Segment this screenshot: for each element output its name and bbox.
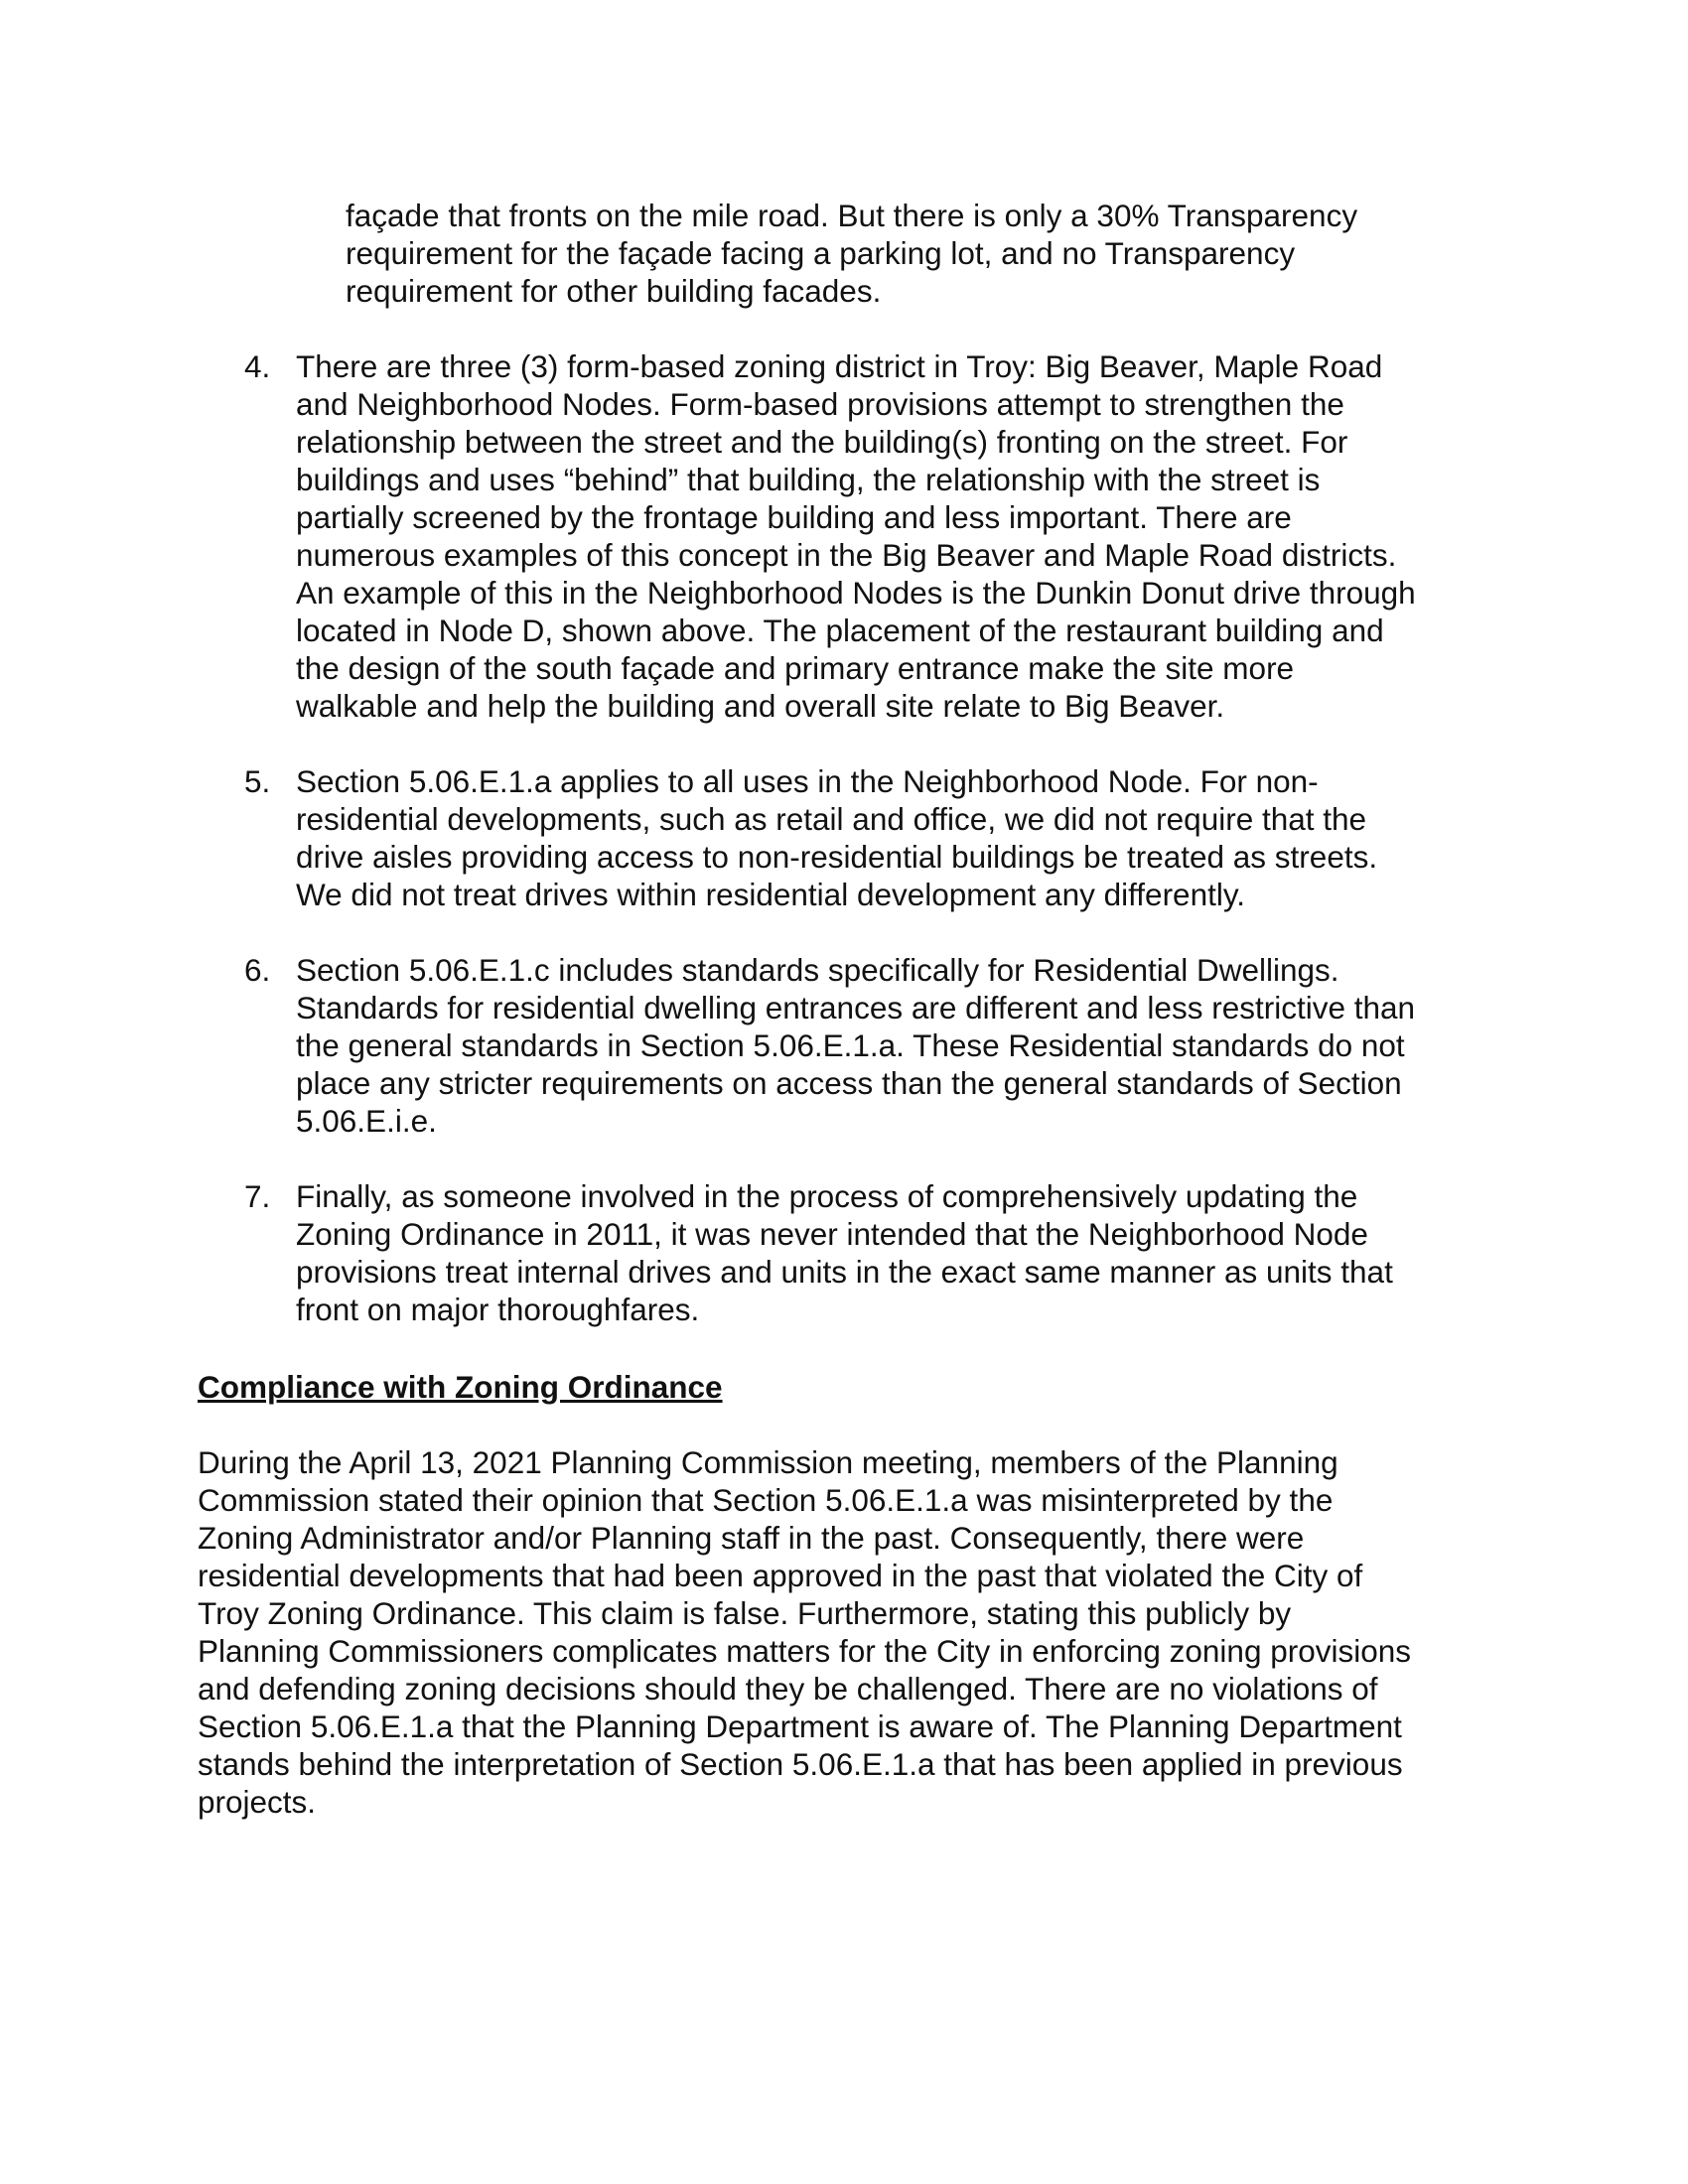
- text-line: Section 5.06.E.1.c includes standards specifically for Residential Dwellings.: [296, 952, 1339, 988]
- list-item-number: 7.: [244, 1178, 271, 1214]
- text-line: numerous examples of this concept in the Big Beaver and Maple Road districts.: [296, 537, 1397, 573]
- text-line: Finally, as someone involved in the process of comprehensively updating the: [296, 1178, 1358, 1214]
- text-line: stands behind the interpretation of Section 5.06.E.1.a that has been applied in previous: [198, 1746, 1403, 1782]
- text-line: façade that fronts on the mile road. But there is only a 30% Transparency: [346, 198, 1358, 233]
- text-line: located in Node D, shown above. The placement of the restaurant building and: [296, 613, 1384, 648]
- text-line: residential developments that had been approved in the past that violated the City of: [198, 1558, 1363, 1593]
- text-line: Troy Zoning Ordinance. This claim is false. Furthermore, stating this publicly by: [198, 1595, 1292, 1631]
- text-line: walkable and help the building and overall site relate to Big Beaver.: [296, 688, 1225, 724]
- list-item-number: 5.: [244, 763, 271, 799]
- text-line: Standards for residential dwelling entrances are different and less restrictive than: [296, 990, 1416, 1025]
- text-line: partially screened by the frontage building and less important. There are: [296, 499, 1292, 535]
- text-line: projects.: [198, 1784, 317, 1820]
- text-line: residential developments, such as retail and office, we did not require that the: [296, 801, 1367, 837]
- text-line: relationship between the street and the building(s) fronting on the street. For: [296, 424, 1348, 460]
- text-line: front on major thoroughfares.: [296, 1292, 700, 1327]
- section-heading: Compliance with Zoning Ordinance: [198, 1369, 723, 1405]
- text-line: drive aisles providing access to non-residential buildings be treated as streets.: [296, 839, 1378, 875]
- text-line: and Neighborhood Nodes. Form-based provisions attempt to strengthen the: [296, 386, 1344, 422]
- text-line: There are three (3) form-based zoning district in Troy: Big Beaver, Maple Road: [296, 348, 1383, 384]
- text-line: provisions treat internal drives and units in the exact same manner as units that: [296, 1254, 1393, 1290]
- text-line: Zoning Ordinance in 2011, it was never intended that the Neighborhood Node: [296, 1216, 1368, 1252]
- text-line: Section 5.06.E.1.a that the Planning Department is aware of. The Planning Department: [198, 1708, 1402, 1744]
- list-item-number: 4.: [244, 348, 271, 384]
- text-line: Section 5.06.E.1.a applies to all uses in the Neighborhood Node. For non-: [296, 763, 1319, 799]
- list-item-number: 6.: [244, 952, 271, 988]
- text-line: 5.06.E.i.e.: [296, 1103, 437, 1139]
- text-line: We did not treat drives within residential development any differently.: [296, 877, 1246, 912]
- text-line: Planning Commissioners complicates matters for the City in enforcing zoning provisions: [198, 1633, 1412, 1669]
- text-line: and defending zoning decisions should they be challenged. There are no violations of: [198, 1671, 1378, 1706]
- text-line: During the April 13, 2021 Planning Commission meeting, members of the Planning: [198, 1444, 1338, 1480]
- text-line: buildings and uses “behind” that building, the relationship with the street is: [296, 462, 1321, 497]
- text-line: Commission stated their opinion that Section 5.06.E.1.a was misinterpreted by the: [198, 1482, 1334, 1518]
- text-line: place any stricter requirements on access than the general standards of Section: [296, 1065, 1402, 1101]
- text-line: requirement for the façade facing a parking lot, and no Transparency: [346, 235, 1296, 271]
- text-line: Zoning Administrator and/or Planning staff in the past. Consequently, there were: [198, 1520, 1305, 1556]
- text-line: An example of this in the Neighborhood Nodes is the Dunkin Donut drive through: [296, 575, 1416, 611]
- text-line: the design of the south façade and primary entrance make the site more: [296, 650, 1295, 686]
- text-line: the general standards in Section 5.06.E.1.a. These Residential standards do not: [296, 1027, 1405, 1063]
- text-line: requirement for other building facades.: [346, 273, 882, 309]
